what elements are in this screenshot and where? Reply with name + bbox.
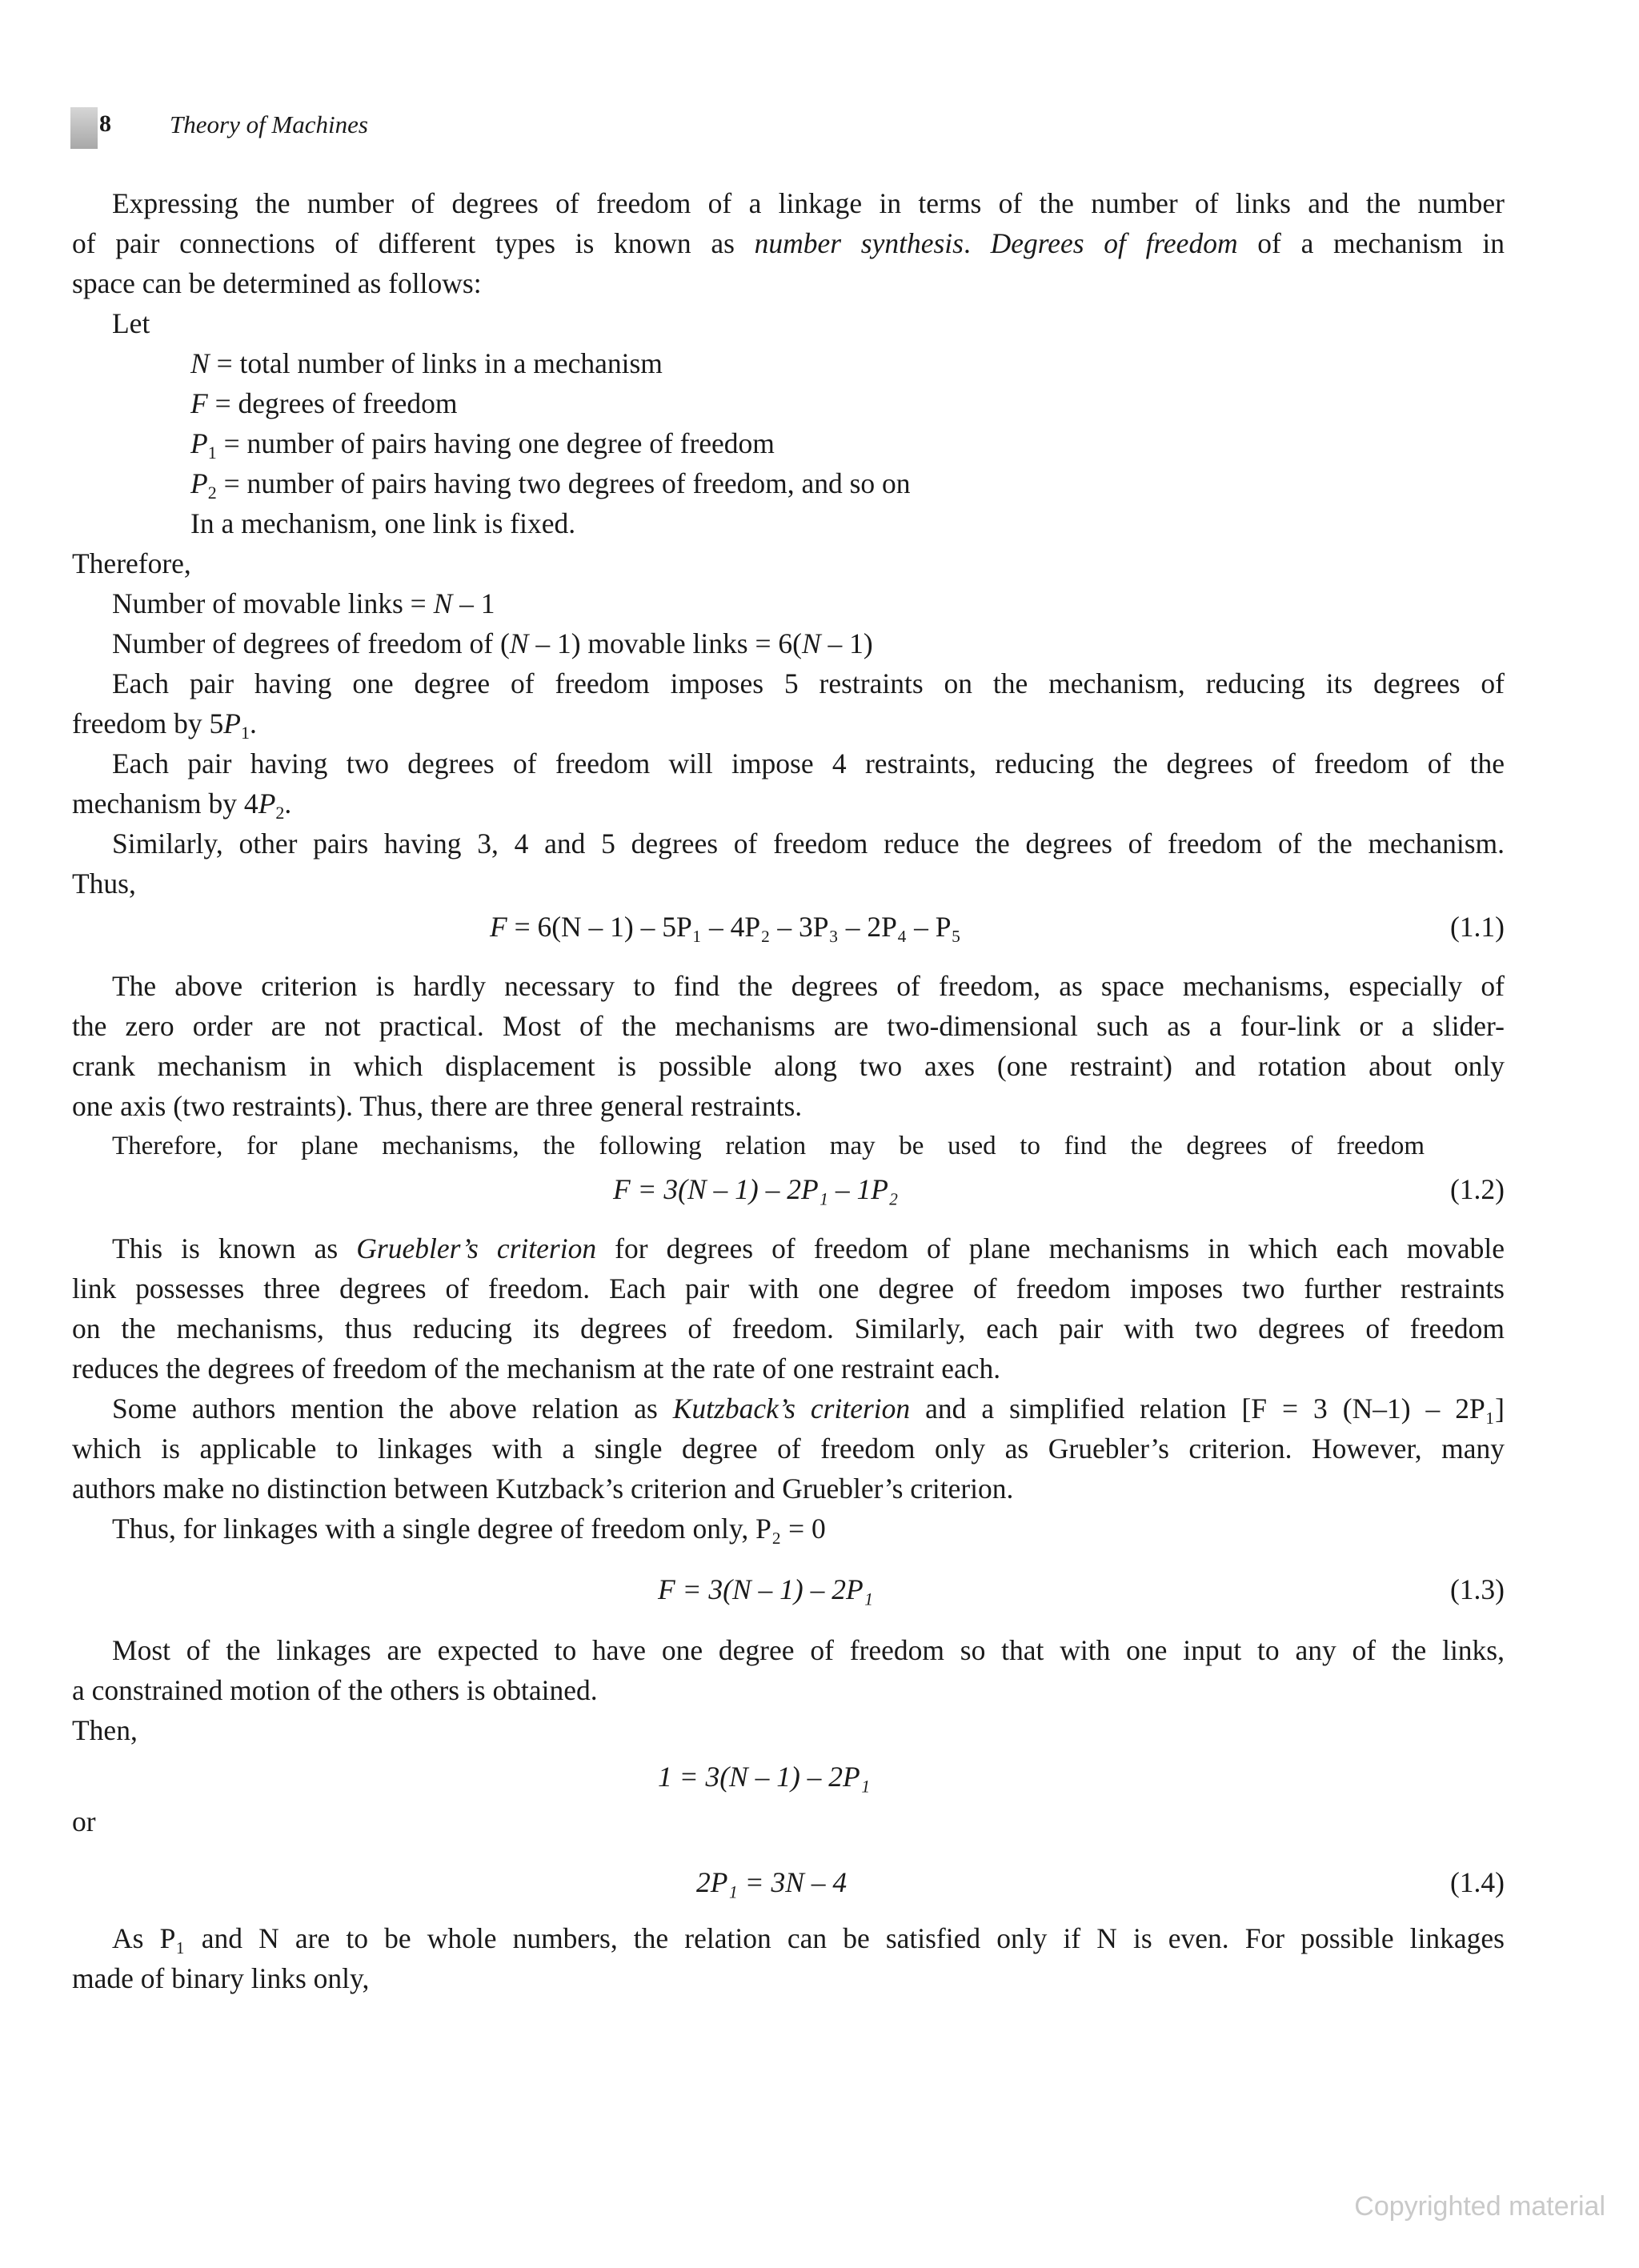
running-title: Theory of Machines — [170, 110, 368, 138]
equation-1-1: F = 6(N – 1) – 5P₁ – 4P₂ – 3P₃ – 2P₄ – P₅ — [490, 911, 961, 943]
or-label: or — [72, 1805, 96, 1837]
then-label: Then, — [72, 1714, 138, 1746]
equation-number: (1.1) — [1449, 911, 1505, 943]
body-line: space can be determined as follows: — [72, 267, 482, 299]
page-number: 8 — [99, 110, 111, 137]
equation-number: (1.3) — [1449, 1573, 1505, 1605]
page-number-tab — [70, 107, 98, 149]
body-line: Expressing the number of degrees of freedom of a linkage in terms of the number of links and the number — [112, 187, 1505, 219]
body-line: Each pair having one degree of freedom imposes 5 restraints on the mechanism, reducing its degrees of — [112, 667, 1505, 699]
equation-1-4: 2P₁ = 3N – 4 — [696, 1866, 848, 1898]
body-line: the zero order are not practical. Most of the mechanisms are two-dimensional such as a four-link or a slider- — [72, 1010, 1505, 1042]
body-line: on the mechanisms, thus reducing its degrees of freedom. Similarly, each pair with two degrees of freedom — [72, 1312, 1505, 1344]
equation-number: (1.4) — [1449, 1866, 1505, 1898]
body-line: of pair connections of different types is known as number synthesis. Degrees of freedom of a mechanism in — [72, 227, 1505, 259]
body-line: The above criterion is hardly necessary to find the degrees of freedom, as space mechanisms, especially of — [112, 970, 1505, 1002]
definition-P1: $P_1$ = number of pairs having one degree of freedom — [190, 427, 775, 463]
body-line: crank mechanism in which displacement is possible along two axes (one restraint) and rotation about only — [72, 1050, 1505, 1082]
definition-F: F = degrees of freedom — [190, 387, 458, 419]
body-line: This is known as Gruebler’s criterion for degrees of freedom of plane mechanisms in which each movable — [112, 1232, 1505, 1264]
body-line: Therefore, for plane mechanisms, the following relation may be used to find the degrees of freedom — [112, 1132, 1425, 1160]
body-line: made of binary links only, — [72, 1962, 370, 1994]
equation-then: 1 = 3(N – 1) – 2P₁ — [658, 1761, 871, 1793]
thus-label: Thus, — [72, 868, 136, 900]
body-line: which is applicable to linkages with a single degree of freedom only as Gruebler’s criterion. However, many — [72, 1433, 1505, 1465]
body-line: Some authors mention the above relation as Kutzback’s criterion and a simplified relation [F = 3 (N–1) – 2P₁] — [112, 1392, 1505, 1425]
body-line: reduces the degrees of freedom of the mechanism at the rate of one restraint each. — [72, 1352, 1001, 1384]
equation-number: (1.2) — [1449, 1173, 1505, 1205]
body-line: Similarly, other pairs having 3, 4 and 5 degrees of freedom reduce the degrees of freedom of the mechanism. — [112, 827, 1505, 860]
body-line: mechanism by $4P_2$. — [72, 787, 292, 823]
copyright-watermark: Copyrighted material — [1354, 2191, 1605, 2222]
body-line: one axis (two restraints). Thus, there are three general restraints. — [72, 1090, 803, 1122]
body-line: Number of degrees of freedom of (N – 1) movable links = 6(N – 1) — [112, 627, 873, 659]
page-header — [70, 104, 98, 152]
body-line: a constrained motion of the others is obtained. — [72, 1674, 598, 1706]
equation-1-3: F = 3(N – 1) – 2P₁ — [658, 1573, 873, 1605]
therefore-label: Therefore, — [72, 547, 191, 579]
definition-P2: $P_2$ = number of pairs having two degrees of freedom, and so on — [190, 467, 911, 503]
let-label: Let — [112, 307, 150, 339]
body-line: In a mechanism, one link is fixed. — [190, 507, 576, 539]
body-line: Thus, for linkages with a single degree of freedom only, P₂ = 0 — [112, 1513, 826, 1545]
body-line: link possesses three degrees of freedom. Each pair with one degree of freedom imposes two further restraints — [72, 1272, 1505, 1304]
body-line: As P₁ and N are to be whole numbers, the relation can be satisfied only if N is even. For possible linkages — [112, 1922, 1505, 1954]
body-line: authors make no distinction between Kutzback’s criterion and Gruebler’s criterion. — [72, 1473, 1014, 1505]
body-line: Number of movable links = N – 1 — [112, 587, 495, 619]
body-line: Each pair having two degrees of freedom will impose 4 restraints, reducing the degrees of freedom of the — [112, 747, 1505, 779]
definition-N: N = total number of links in a mechanism — [190, 347, 663, 379]
body-line: freedom by $5P_1$. — [72, 707, 257, 743]
equation-1-2: F = 3(N – 1) – 2P₁ – 1P₂ — [613, 1173, 899, 1205]
body-line: Most of the linkages are expected to have one degree of freedom so that with one input to any of the links, — [112, 1634, 1505, 1666]
